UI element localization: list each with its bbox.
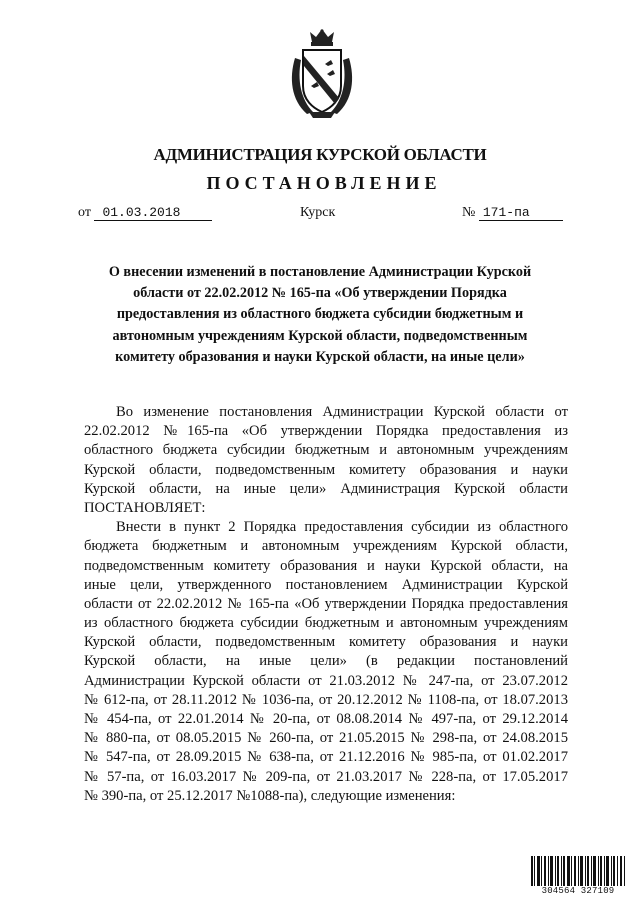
- body-line: Курской области, на иные цели» Администрация Курской области: [84, 480, 568, 497]
- body-line: области от 22.02.2012 № 165-па «Об утверждении Порядка предоставления: [84, 595, 568, 612]
- document-barcode: [530, 856, 626, 898]
- body-line: иные цели, утвержденного постановлением Администрации Курской: [84, 576, 568, 593]
- barcode-number: 304564 327109: [541, 886, 615, 896]
- body-line: Во изменение постановления Администрации Курской области от: [116, 404, 568, 420]
- body-line: Курской области, на иные цели» (в редакции постановлений: [84, 653, 568, 670]
- subject-line: области от 22.02.2012 № 165-па «Об утверждении Порядка: [133, 285, 507, 302]
- body-line: Администрации Курской области от 21.03.2012 № 247-па, от 23.07.2012: [84, 672, 568, 689]
- body-line: Курской области, подведомственным комитету образования и науки: [84, 461, 568, 478]
- coat-of-arms-icon: [287, 28, 357, 120]
- subject-line: предоставления из областного бюджета субсидии бюджетным и: [116, 306, 524, 323]
- document-date: [78, 205, 212, 221]
- document-type-title: ПОСТАНОВЛЕНИЕ: [206, 173, 442, 193]
- body-line: подведомственным комитету образования и науки Курской области, на: [84, 557, 568, 574]
- document-meta: [0, 205, 640, 225]
- body-line: ПОСТАНОВЛЯЕТ:: [84, 499, 206, 516]
- body-line: бюджета бюджетным и автономным учреждениям Курской области,: [84, 538, 568, 555]
- body-line: Курской области, подведомственным комитету образования и науки: [84, 634, 568, 651]
- number-prefix: №: [462, 205, 476, 220]
- document-city: Курск: [300, 205, 336, 220]
- number-value: 171-па: [479, 206, 563, 221]
- body-line: Внести в пункт 2 Порядка предоставления субсидии из областного: [116, 519, 568, 536]
- body-line: № 57-па, от 16.03.2017 № 209-па, от 21.03.2017 № 228-па, от 17.05.2017: [84, 768, 568, 785]
- body-line: из областного бюджета субсидии бюджетным и автономным учреждениям: [84, 615, 568, 632]
- subject-line: автономным учреждениям Курской области, подведомственным: [112, 327, 528, 344]
- date-value: 01.03.2018: [94, 206, 212, 221]
- body-line: № 454-па, от 22.01.2014 № 20-па, от 08.08.2014 № 497-па, от 29.12.2014: [84, 711, 568, 727]
- date-prefix: от: [78, 205, 91, 220]
- body-line: № 547-па, от 28.09.2015 № 638-па, от 21.12.2016 № 985-па, от 01.02.2017: [84, 749, 568, 766]
- barcode-icon: [530, 856, 626, 886]
- body-line: № 880-па, от 08.05.2015 № 260-па, от 21.05.2015 № 298-па, от 24.08.2015: [84, 730, 568, 747]
- body-line: № 390-па, от 25.12.2017 №1088-па), следующие изменения:: [84, 787, 456, 804]
- document-body: [84, 403, 568, 806]
- document-subject: [70, 262, 570, 368]
- body-line: 22.02.2012 №165-па «Об утверждении Порядка предоставления из: [84, 423, 568, 440]
- organization-title: АДМИНИСТРАЦИЯ КУРСКОЙ ОБЛАСТИ: [153, 145, 487, 164]
- subject-line: О внесении изменений в постановление Администрации Курской: [108, 264, 532, 280]
- subject-line: комитету образования и науки Курской области, на иные цели»: [115, 348, 525, 365]
- body-line: № 612-па, от 28.11.2012 № 1036-па, от 20.12.2012 № 1108-па, от 18.07.2013: [84, 691, 568, 708]
- body-line: областного бюджета субсидии бюджетным и автономным учреждениям: [84, 442, 568, 459]
- document-number: [462, 205, 563, 221]
